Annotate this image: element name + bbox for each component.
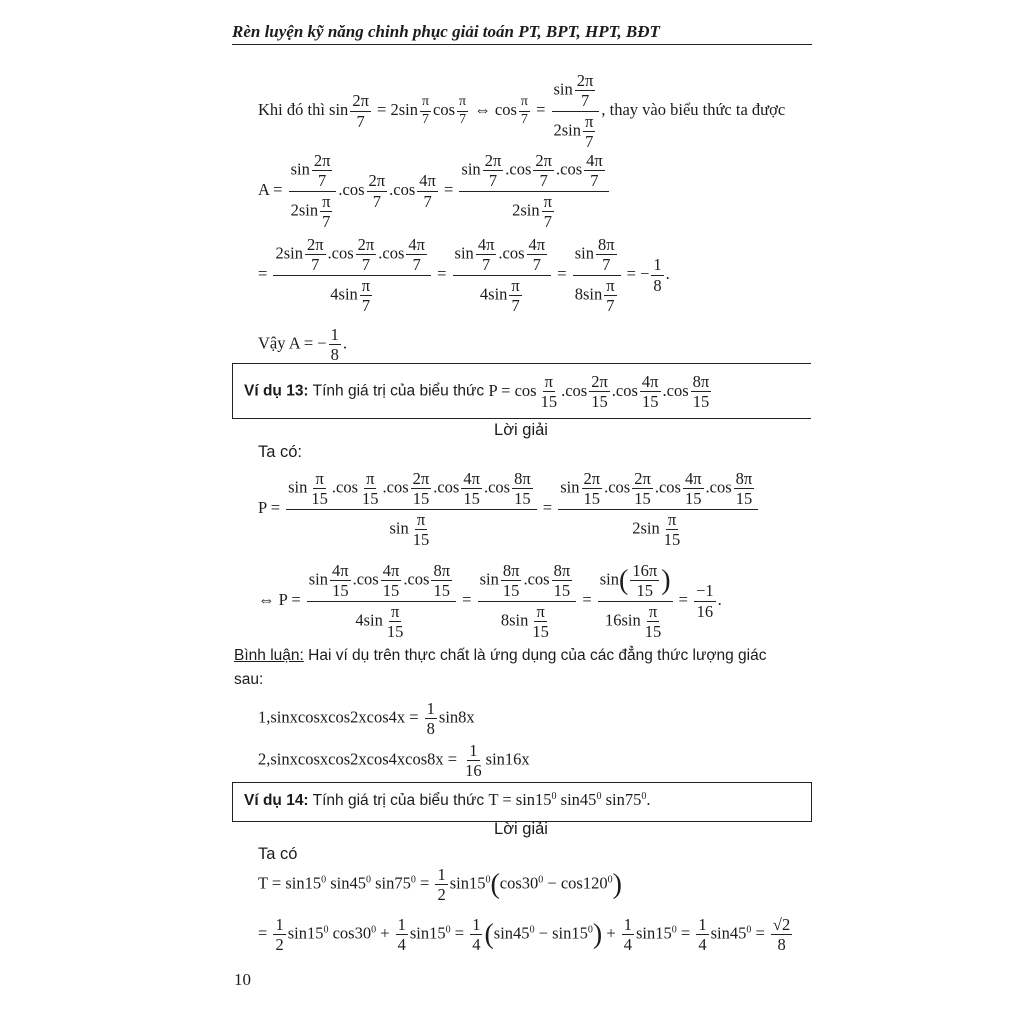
formula-line-p1: P = sin $\frac{\pi}{15}$ .cos $\frac{\pi}{15}$ .cos $\frac{2\pi}{15}$ .cos $\frac{4\pi}{15}$ .cos $\frac{8\pi}{15}$ sin $\frac{\pi}{15}$ = sin $\frac{2\pi}{15}$ .cos $\frac{2\pi}{15}$ .cos $\frac{4\pi}{15}$ .cos $\frac{8\pi}{15}$ 2sin $\frac{\pi}{15}$ bbox=[258, 470, 760, 548]
solution-title-13: Lời giải bbox=[494, 421, 548, 439]
formula-line-t2: = $\frac{1}{2}$ $\sin 15^0$ $\cos 30^0$ + $\frac{1}{4}$ $\sin 15^0$ = $\frac{1}{4}$ $(\sin 45^0 - \sin 15^0)$ + $\frac{1}{4}$ $\sin 15^0$ = $\frac{1}{4}$ $\sin 45^0$ = $\frac{√2}{8}$ bbox=[258, 915, 791, 955]
commentary-line-2: sau: bbox=[234, 671, 264, 688]
header-rule bbox=[232, 44, 812, 45]
ta-co-14: Ta có bbox=[258, 845, 298, 863]
example-14-text: Tính giá trị của biểu thức bbox=[312, 792, 485, 809]
formula-line-p2: ⇔ P = sin $\frac{4\pi}{15}$ .cos $\frac{4\pi}{15}$ .cos $\frac{8\pi}{15}$ 4sin $\frac{\pi}{15}$ = sin $\frac{8\pi}{15}$ .cos $\frac{8\pi}{15}$ 8sin $\frac{\pi}{15}$ = sin( $\frac{16\pi}{15}$ ) 16sin $\frac{\pi}{15}$ = $\frac{-1}{16}$ . bbox=[258, 561, 722, 641]
formula-line-2: A = sin $\frac{2\pi}{7}$ 2sin $\frac{\pi}{7}$ .cos $\frac{2\pi}{7}$ .cos $\frac{4\pi}{7}$ = sin $\frac{2\pi}{7}$ .cos $\frac{2\pi}{7}$ .cos $\frac{4\pi}{7}$ 2sin $\frac{\pi}{7}$ bbox=[258, 152, 611, 230]
commentary-line-1 bbox=[234, 648, 767, 664]
formula-line-1: Khi đó thì sin $\frac{2\pi}{7}$ = 2sin $\frac{\pi}{7}$ cos $\frac{\pi}{7}$ ⇔ cos $\frac{\pi}{7}$ = sin $\frac{2\pi}{7}$ 2sin $\frac{\pi}{7}$ , thay vào biểu thức ta được bbox=[258, 71, 786, 151]
formula-line-3: = 2sin $\frac{2\pi}{7}$ .cos $\frac{2\pi}{7}$ .cos $\frac{4\pi}{7}$ 4sin $\frac{\pi}{7}$ = sin $\frac{4\pi}{7}$ .cos $\frac{4\pi}{7}$ 4sin $\frac{\pi}{7}$ = sin $\frac{8\pi}{7}$ 8sin $\frac{\pi}{7}$ = − $\frac{1}{8}$ . bbox=[258, 235, 670, 315]
solution-title-14: Lời giải bbox=[494, 820, 548, 838]
identity-1-prefix: 1, bbox=[258, 707, 271, 727]
example-14-label: Ví dụ 14: bbox=[244, 792, 309, 809]
commentary-text: Hai ví dụ trên thực chất là ứng dụng của các đẳng thức lượng giác bbox=[308, 647, 767, 664]
conclusion-line: Vậy A = − $\frac{1}{8}$ . bbox=[258, 325, 347, 365]
identity-1: 1,sinxcosxcos2xcos4x = $\frac{1}{8}$ sin8x bbox=[258, 699, 475, 739]
identity-2: 2,sinxcosxcos2xcos4xcos8x = $\frac{1}{16}$ sin16x bbox=[258, 741, 530, 781]
example-13-statement: Ví dụ 13: Tính giá trị của biểu thức P = cos $\frac{\pi}{15}$ .cos $\frac{2\pi}{15}$ .cos $\frac{4\pi}{15}$ .cos $\frac{8\pi}{15}$ bbox=[244, 372, 710, 412]
example-13-text: Tính giá trị của biểu thức bbox=[312, 382, 485, 400]
intro-suffix: , thay vào biểu thức ta được bbox=[601, 99, 786, 119]
intro-text: Khi đó thì bbox=[258, 99, 325, 119]
page-number: 10 bbox=[234, 970, 251, 989]
example-14-statement: Ví dụ 14: Tính giá trị của biểu thức $T = \sin 15^0$ $\sin 45^0$ $\sin 75^0$. bbox=[244, 790, 651, 809]
identity-2-prefix: 2, bbox=[258, 749, 271, 769]
example-13-label: Ví dụ 13: bbox=[244, 382, 309, 400]
ta-co-13: Ta có: bbox=[258, 443, 303, 461]
formula-line-t1: $T = \sin 15^0$ $\sin 45^0$ $\sin 75^0$ = $\frac{1}{2}$ $\sin 15^0(\cos 30^0 - \cos 120^0)$ bbox=[258, 865, 622, 905]
commentary-label: Bình luận: bbox=[234, 647, 304, 664]
running-header: Rèn luyện kỹ năng chinh phục giải toán PT, BPT, HPT, BĐT bbox=[232, 22, 660, 41]
